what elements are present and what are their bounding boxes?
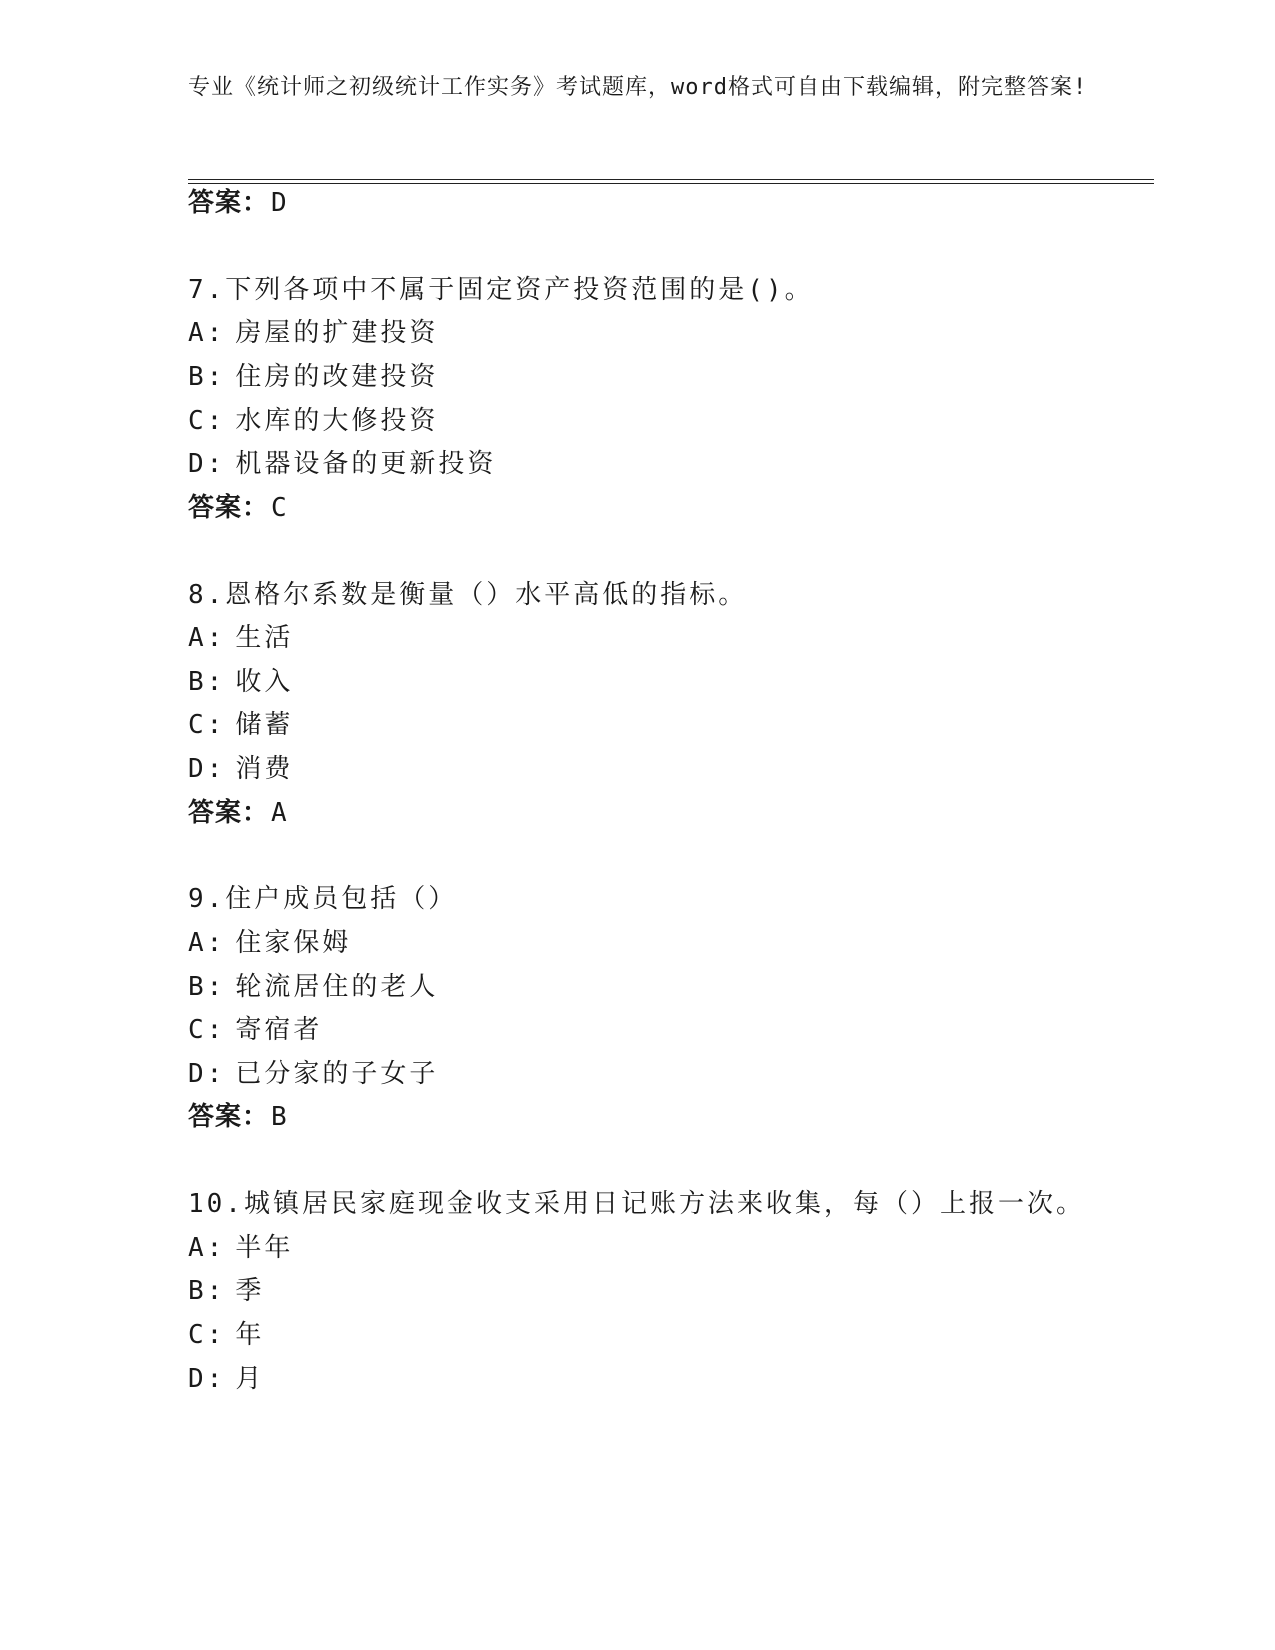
- option-letter: C:: [188, 1320, 226, 1350]
- option-text: 消费: [235, 754, 294, 784]
- option-a: [188, 621, 293, 655]
- option-text: 储蓄: [235, 710, 294, 740]
- option-letter: B:: [188, 972, 226, 1002]
- option-letter: D:: [188, 1059, 226, 1089]
- answer-value: C: [271, 493, 288, 523]
- answer-line: [188, 491, 288, 525]
- option-letter: C:: [188, 1015, 226, 1045]
- answer-value: D: [271, 188, 288, 218]
- option-b: [188, 970, 438, 1004]
- option-text: 半年: [235, 1233, 294, 1263]
- answer-line: [188, 1100, 288, 1134]
- option-letter: C:: [188, 710, 226, 740]
- option-a: [188, 1231, 293, 1265]
- question-stem: 9.住户成员包括（）: [188, 884, 458, 914]
- answer-label: 答案：: [188, 1102, 270, 1132]
- option-text: 已分家的子女子: [235, 1059, 439, 1089]
- option-b: [188, 665, 293, 699]
- answer-value: A: [271, 798, 288, 828]
- option-letter: D:: [188, 1364, 226, 1394]
- option-text: 收入: [235, 667, 294, 697]
- option-text: 房屋的扩建投资: [235, 318, 439, 348]
- option-d: [188, 1057, 438, 1091]
- option-text: 年: [235, 1320, 265, 1350]
- option-text: 轮流居住的老人: [235, 972, 439, 1002]
- option-b: [188, 360, 438, 394]
- question-stem: 10.城镇居民家庭现金收支采用日记账方法来收集，每（）上报一次。: [188, 1189, 1085, 1219]
- option-letter: C:: [188, 406, 226, 436]
- option-c: [188, 404, 438, 438]
- option-letter: B:: [188, 667, 226, 697]
- answer-line: [188, 796, 288, 830]
- option-b: [188, 1274, 264, 1308]
- option-letter: B:: [188, 1276, 226, 1306]
- option-text: 住房的改建投资: [235, 362, 439, 392]
- option-letter: B:: [188, 362, 226, 392]
- option-letter: D:: [188, 449, 226, 479]
- option-text: 生活: [235, 623, 294, 653]
- answer-line-prev: [188, 186, 288, 220]
- option-text: 寄宿者: [235, 1015, 323, 1045]
- option-a: [188, 316, 438, 350]
- option-text: 季: [235, 1276, 265, 1306]
- answer-label: 答案：: [188, 188, 270, 218]
- option-letter: D:: [188, 754, 226, 784]
- option-text: 月: [235, 1364, 265, 1394]
- question-stem: 7.下列各项中不属于固定资产投资范围的是()。: [188, 275, 814, 305]
- option-c: [188, 1318, 264, 1352]
- option-letter: A:: [188, 1233, 226, 1263]
- option-c: [188, 1013, 322, 1047]
- header-divider: [188, 179, 1154, 184]
- option-d: [188, 752, 293, 786]
- option-d: [188, 1362, 264, 1396]
- option-letter: A:: [188, 318, 226, 348]
- document-header: 专业《统计师之初级统计工作实务》考试题库，word格式可自由下载编辑，附完整答案!: [188, 75, 1088, 100]
- option-d: [188, 447, 496, 481]
- option-text: 住家保姆: [235, 928, 352, 958]
- option-text: 机器设备的更新投资: [235, 449, 497, 479]
- answer-label: 答案：: [188, 798, 270, 828]
- question-stem: 8.恩格尔系数是衡量（）水平高低的指标。: [188, 580, 748, 610]
- answer-label: 答案：: [188, 493, 270, 523]
- option-c: [188, 708, 293, 742]
- option-a: [188, 926, 351, 960]
- option-letter: A:: [188, 623, 226, 653]
- option-letter: A:: [188, 928, 226, 958]
- answer-value: B: [271, 1102, 288, 1132]
- option-text: 水库的大修投资: [235, 406, 439, 436]
